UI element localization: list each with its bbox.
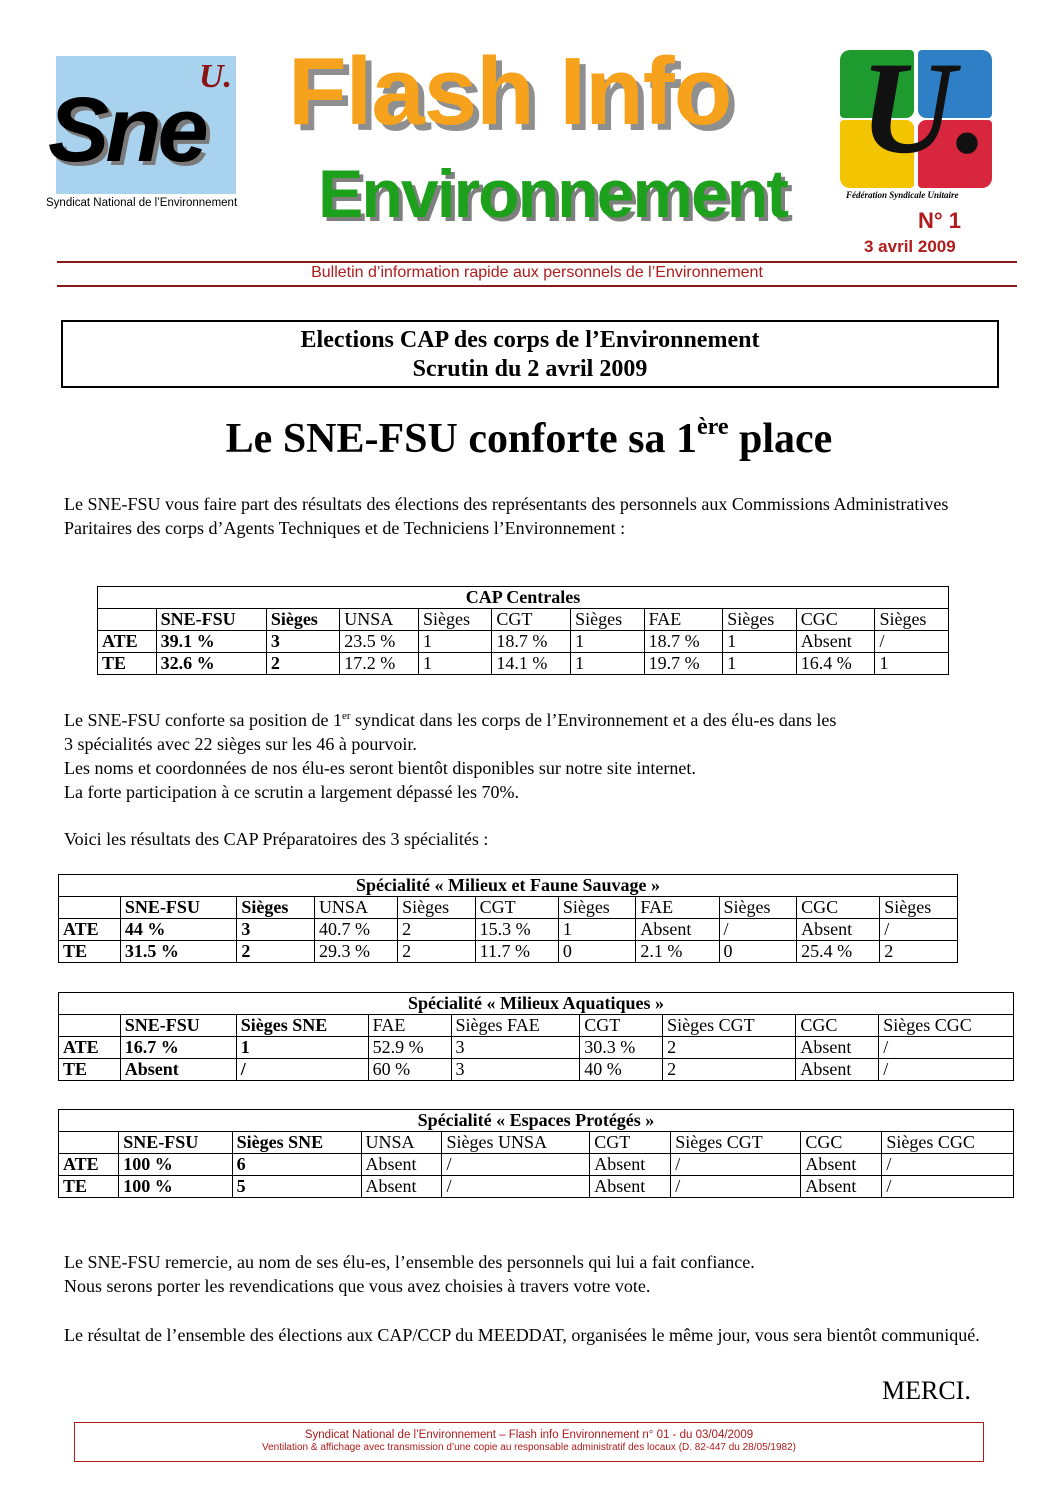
closing-result-note: Le résultat de l’ensemble des élections aux CAP/CCP du MEEDDAT, organisées le même jour, vous sera bientôt communiqué.	[64, 1325, 980, 1345]
table-cell: 3	[451, 1059, 580, 1081]
table-cell: /	[719, 919, 797, 941]
column-header: Sièges FAE	[451, 1015, 580, 1037]
specialites-intro: Voici les résultats des CAP Préparatoires des 3 spécialités :	[64, 829, 489, 849]
column-header: SNE-FSU	[156, 609, 266, 631]
title-flash-info: Flash Info	[288, 38, 732, 145]
table-cell: /	[879, 1037, 1014, 1059]
column-header: Sièges CGT	[663, 1015, 796, 1037]
table-row	[59, 1154, 1014, 1176]
table-cell: Absent	[797, 919, 880, 941]
table-cell: 52.9 %	[368, 1037, 451, 1059]
table-cell: 0	[558, 941, 636, 963]
election-title: Elections CAP des corps de l’Environnement	[300, 327, 760, 353]
column-header: FAE	[636, 897, 719, 919]
table-cell: 3	[266, 631, 339, 653]
row-label: ATE	[98, 631, 157, 653]
issue-number: N° 1	[918, 208, 962, 233]
row-label: TE	[98, 653, 157, 675]
closing-paragraph: Le SNE-FSU remercie, au nom de ses élu-es, l’ensemble des personnels qui lui a fait confiance. Nous serons porter les revendications que vous avez choisies à travers votre vote.	[64, 1252, 755, 1296]
table-cell: 25.4 %	[797, 941, 880, 963]
table-cell: 32.6 %	[156, 653, 266, 675]
table-cell: 1	[558, 919, 636, 941]
column-header: Sièges	[266, 609, 339, 631]
table-cell: 2	[237, 941, 315, 963]
column-header: Sièges SNE	[236, 1015, 368, 1037]
footer	[74, 1422, 984, 1462]
table-cell: 23.5 %	[340, 631, 419, 653]
footer-line-2: Ventilation & affichage avec transmission d’une copie au responsable administratif des locaux (D. 82-447 du 28/05/1982)	[261, 1442, 797, 1453]
fsu-logo-text: U.	[860, 34, 989, 181]
column-header: Sièges	[418, 609, 491, 631]
footer-line-1: Syndicat National de l’Environnement – Flash info Environnement n° 01 - du 03/04/2009	[304, 1429, 754, 1441]
column-header: UNSA	[314, 897, 397, 919]
table-cell: 1	[571, 631, 644, 653]
column-header: Sièges CGC	[879, 1015, 1014, 1037]
column-header: UNSA	[361, 1132, 442, 1154]
column-header: FAE	[644, 609, 723, 631]
title-environnement: Environnement	[318, 156, 787, 232]
table-cell: /	[879, 1059, 1014, 1081]
table-cell: 14.1 %	[492, 653, 571, 675]
headline: Le SNE-FSU conforte sa 1ère place	[225, 414, 833, 462]
column-header: Sièges UNSA	[442, 1132, 590, 1154]
table-cell: Absent	[361, 1154, 442, 1176]
table-row	[59, 1037, 1014, 1059]
table-cell: 2	[663, 1059, 796, 1081]
table-cell: /	[442, 1154, 590, 1176]
fsu-logo	[840, 34, 992, 188]
column-header: Sièges	[875, 609, 949, 631]
table-cell: 44 %	[120, 919, 236, 941]
table-cell: 18.7 %	[644, 631, 723, 653]
election-box	[61, 320, 999, 388]
column-header: SNE-FSU	[120, 1015, 236, 1037]
table-cell: 1	[418, 653, 491, 675]
column-header: SNE-FSU	[119, 1132, 232, 1154]
column-header: CGT	[580, 1015, 663, 1037]
header-rule-bottom	[57, 285, 1017, 287]
column-header: Sièges CGT	[671, 1132, 801, 1154]
column-header	[59, 1132, 119, 1154]
column-header	[59, 1015, 121, 1037]
sne-logo	[48, 56, 236, 194]
table-cell: /	[671, 1176, 801, 1198]
table-cell: 1	[723, 653, 796, 675]
table-header-row	[59, 897, 958, 919]
table-cell: Absent	[590, 1154, 671, 1176]
milieux-faune-caption: Spécialité « Milieux et Faune Sauvage »	[59, 875, 958, 897]
table-cell: 19.7 %	[644, 653, 723, 675]
table-row	[59, 941, 958, 963]
middle-paragraph: Le SNE-FSU conforte sa position de 1er syndicat dans les corps de l’Environnement et a des élu-es dans les 3 spécialités avec 22 sièges sur les 46 à pourvoir. Les noms et coordonnées de nos élu-es seront bientôt disponibles sur notre site internet. La forte participation à ce scrutin a largement dépassé les 70%.	[64, 710, 837, 802]
table-cell: 15.3 %	[475, 919, 558, 941]
table-cell: 16.4 %	[796, 653, 875, 675]
table-cell: 60 %	[368, 1059, 451, 1081]
table-cell: 1	[236, 1037, 368, 1059]
column-header: SNE-FSU	[120, 897, 236, 919]
column-header: CGC	[796, 609, 875, 631]
table-cell: Absent	[120, 1059, 236, 1081]
table-milieux-faune-sauvage	[58, 874, 958, 963]
merci: MERCI.	[882, 1376, 971, 1405]
table-cell: 17.2 %	[340, 653, 419, 675]
table-cell: 16.7 %	[120, 1037, 236, 1059]
table-cell: Absent	[801, 1176, 882, 1198]
table-row	[98, 653, 949, 675]
espaces-proteges-caption: Spécialité « Espaces Protégés »	[59, 1110, 1014, 1132]
table-cell: 1	[571, 653, 644, 675]
table-row	[59, 1176, 1014, 1198]
table-cell: /	[882, 1176, 1014, 1198]
column-header: UNSA	[340, 609, 419, 631]
column-header: Sièges	[558, 897, 636, 919]
column-header: Sièges	[237, 897, 315, 919]
table-cell: Absent	[636, 919, 719, 941]
milieux-aquatiques-caption: Spécialité « Milieux Aquatiques »	[59, 993, 1014, 1015]
table-milieux-aquatiques	[58, 992, 1014, 1081]
table-cell: 40 %	[580, 1059, 663, 1081]
sne-logo-mark: U.	[198, 58, 232, 95]
row-label: ATE	[59, 919, 121, 941]
table-row	[98, 631, 949, 653]
table-cell: 2	[398, 941, 476, 963]
table-cell: 11.7 %	[475, 941, 558, 963]
table-cell: Absent	[796, 1037, 879, 1059]
column-header: Sièges SNE	[232, 1132, 361, 1154]
table-cell: /	[880, 919, 958, 941]
election-date: Scrutin du 2 avril 2009	[412, 356, 648, 382]
table-cell: 1	[723, 631, 796, 653]
table-cap-centrales	[97, 586, 949, 675]
table-cell: 2	[880, 941, 958, 963]
column-header: CGC	[797, 897, 880, 919]
table-cell: 31.5 %	[120, 941, 236, 963]
table-cell: 40.7 %	[314, 919, 397, 941]
header-rule-top	[57, 261, 1017, 263]
column-header: CGT	[590, 1132, 671, 1154]
column-header: Sièges	[723, 609, 796, 631]
issue-date: 3 avril 2009	[864, 237, 956, 256]
table-cell: 3	[451, 1037, 580, 1059]
table-cell: 18.7 %	[492, 631, 571, 653]
column-header: FAE	[368, 1015, 451, 1037]
table-cell: 6	[232, 1154, 361, 1176]
row-label: TE	[59, 1176, 119, 1198]
row-label: TE	[59, 1059, 121, 1081]
cap-centrales-caption: CAP Centrales	[98, 587, 949, 609]
intro-paragraph: Le SNE-FSU vous faire part des résultats des élections des représentants des personnels aux Commissions Administratives Paritaires des corps d’Agents Techniques et de Techniciens l’Environnement :	[64, 494, 949, 538]
bulletin-subtitle: Bulletin d’information rapide aux personnels de l’Environnement	[311, 264, 763, 281]
column-header: Sièges	[398, 897, 476, 919]
column-header: Sièges	[571, 609, 644, 631]
column-header	[98, 609, 157, 631]
column-header: Sièges	[719, 897, 797, 919]
table-cell: 1	[875, 653, 949, 675]
row-label: TE	[59, 941, 121, 963]
table-cell: Absent	[590, 1176, 671, 1198]
column-header: CGC	[801, 1132, 882, 1154]
table-cell: 100 %	[119, 1154, 232, 1176]
table-cell: 30.3 %	[580, 1037, 663, 1059]
table-cell: /	[671, 1154, 801, 1176]
fsu-logo-caption: Fédération Syndicale Unitaire	[846, 190, 959, 200]
table-cell: Absent	[796, 631, 875, 653]
table-header-row	[59, 1015, 1014, 1037]
table-cell: Absent	[801, 1154, 882, 1176]
table-cell: Absent	[796, 1059, 879, 1081]
column-header: Sièges	[880, 897, 958, 919]
table-row	[59, 919, 958, 941]
table-cell: 29.3 %	[314, 941, 397, 963]
table-cell: /	[882, 1154, 1014, 1176]
table-header-row	[59, 1132, 1014, 1154]
table-header-row	[98, 609, 949, 631]
table-cell: 2	[398, 919, 476, 941]
table-cell: 0	[719, 941, 797, 963]
column-header: CGT	[492, 609, 571, 631]
table-cell: 2.1 %	[636, 941, 719, 963]
table-cell: 3	[237, 919, 315, 941]
row-label: ATE	[59, 1037, 121, 1059]
table-espaces-proteges	[58, 1109, 1014, 1198]
table-cell: Absent	[361, 1176, 442, 1198]
sne-logo-text: Sne	[48, 79, 205, 181]
table-cell: 5	[232, 1176, 361, 1198]
row-label: ATE	[59, 1154, 119, 1176]
table-cell: 2	[663, 1037, 796, 1059]
column-header: CGT	[475, 897, 558, 919]
table-cell: 100 %	[119, 1176, 232, 1198]
sne-logo-caption: Syndicat National de l’Environnement	[46, 197, 238, 209]
table-cell: 2	[266, 653, 339, 675]
column-header	[59, 897, 121, 919]
table-cell: 1	[418, 631, 491, 653]
table-cell: /	[875, 631, 949, 653]
table-row	[59, 1059, 1014, 1081]
column-header: CGC	[796, 1015, 879, 1037]
column-header: Sièges CGC	[882, 1132, 1014, 1154]
table-cell: /	[236, 1059, 368, 1081]
table-cell: 39.1 %	[156, 631, 266, 653]
table-cell: /	[442, 1176, 590, 1198]
